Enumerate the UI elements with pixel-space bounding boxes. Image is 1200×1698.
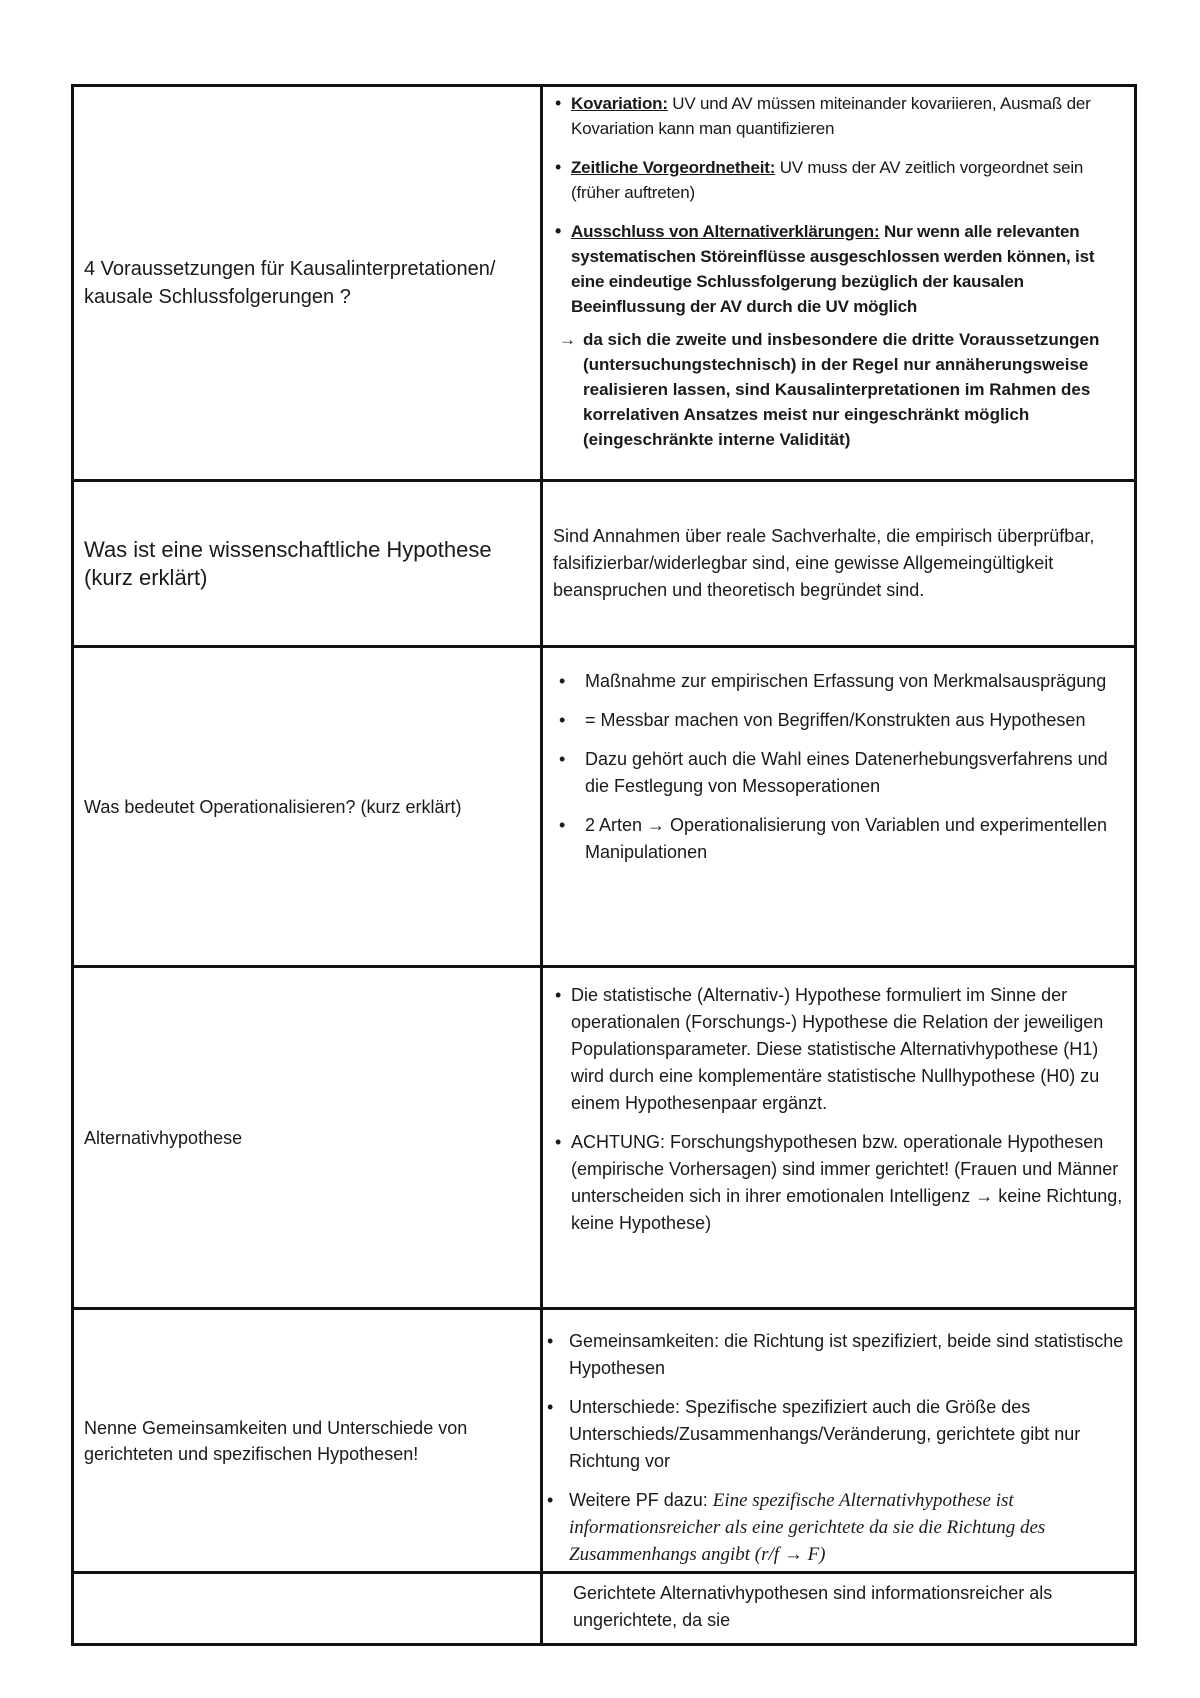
list-item: • Zeitliche Vorgeordnetheit: UV muss der AV zeitlich vorgeordnet sein (früher auftreten) — [555, 157, 1084, 202]
question-cell — [73, 1573, 542, 1645]
question-cell — [73, 1309, 542, 1573]
question-cell — [73, 647, 542, 967]
question-text: Was ist eine wissenschaftliche Hypothese (kurz erklärt) — [84, 536, 492, 590]
bullet-icon: • — [555, 157, 562, 177]
list-item: • Ausschluss von Alternativerklärungen: Nur wenn alle relevanten systematischen Störeinflüsse ausgeschlossen werden können, ist eine eindeutige Schlussfolgerung bezüglich der kausalen Beeinflussung der AV durch die UV möglich — [555, 221, 1095, 316]
bullet-icon: • — [555, 1132, 562, 1152]
answer-cell — [542, 1309, 1136, 1573]
list-item: • ACHTUNG: Forschungshypothesen bzw. operationale Hypothesen (empirische Vorhersagen) sind immer gerichtet! (Frauen und Männer unterscheiden sich in ihrer emotionalen Intelligenz → keine Richtung, keine Hypothese) — [553, 1129, 1126, 1237]
list-item: • Dazu gehört auch die Wahl eines Datenerhebungsverfahrens und die Festlegung von Messoperationen — [553, 746, 1126, 800]
answer-cell — [542, 86, 1136, 481]
table-row — [73, 481, 1136, 647]
bullet-list — [553, 982, 1126, 1237]
bullet-icon: • — [559, 815, 566, 835]
question-cell — [73, 481, 542, 647]
answer-text: Sind Annahmen über reale Sachverhalte, die empirisch überprüfbar, falsifizierbar/widerlegbar sind, eine gewisse Allgemeingültigkeit beanspruchen und theoretisch begründet sind. — [553, 526, 1095, 600]
answer-cell — [542, 481, 1136, 647]
question-text: Nenne Gemeinsamkeiten und Unterschiede von gerichteten und spezifischen Hypothesen! — [84, 1417, 468, 1464]
bullet-icon: • — [559, 749, 566, 769]
answer-cell — [542, 1573, 1136, 1645]
bullet-icon: • — [555, 985, 562, 1005]
bullet-icon: • — [547, 1490, 554, 1510]
arrow-right-icon: → — [559, 330, 576, 349]
bullet-list — [553, 91, 1126, 319]
list-item: • Kovariation: UV und AV müssen miteinander kovariieren, Ausmaß der Kovariation kann man quantifizieren — [555, 93, 1091, 138]
list-item: • = Messbar machen von Begriffen/Konstrukten aus Hypothesen — [553, 707, 1126, 734]
list-item: • Weitere PF dazu: Eine spezifische Alternativhypothese ist informationsreicher als eine gerichtete da sie die Richtung des Zusammenhangs angibt (r/f → F) — [553, 1487, 1126, 1568]
bullet-list — [547, 1328, 1126, 1568]
bullet-icon: • — [559, 671, 566, 691]
bullet-icon: • — [559, 710, 566, 730]
table-row — [73, 86, 1136, 481]
answer-text: Gerichtete Alternativhypothesen sind informationsreicher als ungerichtete, da sie — [573, 1583, 1053, 1630]
list-item: • Maßnahme zur empirischen Erfassung von Merkmalsausprägung — [553, 668, 1126, 695]
list-item: • Die statistische (Alternativ-) Hypothese formuliert im Sinne der operationalen (Forschungs-) Hypothese die Relation der jeweiligen Populationsparameter. Diese statistische Alternativhypothese (H1) wird durch eine komplementäre statistische Nullhypothese (H0) zu einem Hypothesenpaar ergänzt. — [553, 982, 1126, 1117]
bullet-list — [553, 668, 1126, 866]
table-row — [73, 967, 1136, 1309]
table-row — [73, 1309, 1136, 1573]
table-row — [73, 647, 1136, 967]
question-text: Was bedeutet Operationalisieren? (kurz erklärt) — [84, 796, 462, 817]
answer-cell — [542, 967, 1136, 1309]
question-text: Alternativhypothese — [84, 1127, 243, 1148]
question-cell — [73, 967, 542, 1309]
bullet-icon: • — [555, 93, 562, 113]
question-cell — [73, 86, 542, 481]
question-text: 4 Voraussetzungen für Kausalinterpretationen/ kausale Schlussfolgerungen ? — [84, 258, 496, 308]
table-row — [73, 1573, 1136, 1645]
list-item: • 2 Arten → Operationalisierung von Variablen und experimentellen Manipulationen — [553, 812, 1126, 866]
list-item: • Unterschiede: Spezifische spezifiziert auch die Größe des Unterschieds/Zusammenhangs/Veränderung, gerichtete gibt nur Richtung vor — [553, 1394, 1126, 1475]
notes-table — [71, 84, 1137, 1646]
answer-cell — [542, 647, 1136, 967]
bullet-icon: • — [547, 1331, 554, 1351]
bullet-icon: • — [555, 221, 562, 241]
bullet-icon: • — [547, 1397, 554, 1417]
arrow-note: → da sich die zweite und insbesondere die dritte Voraussetzungen (untersuchungstechnisch) in der Regel nur annäherungsweise realisieren lassen, sind Kausalinterpretationen im Rahmen des korrelativen Ansatzes meist nur eingeschränkt möglich (eingeschränkte interne Validität) — [553, 327, 1126, 452]
list-item: • Gemeinsamkeiten: die Richtung ist spezifiziert, beide sind statistische Hypothesen — [553, 1328, 1126, 1382]
